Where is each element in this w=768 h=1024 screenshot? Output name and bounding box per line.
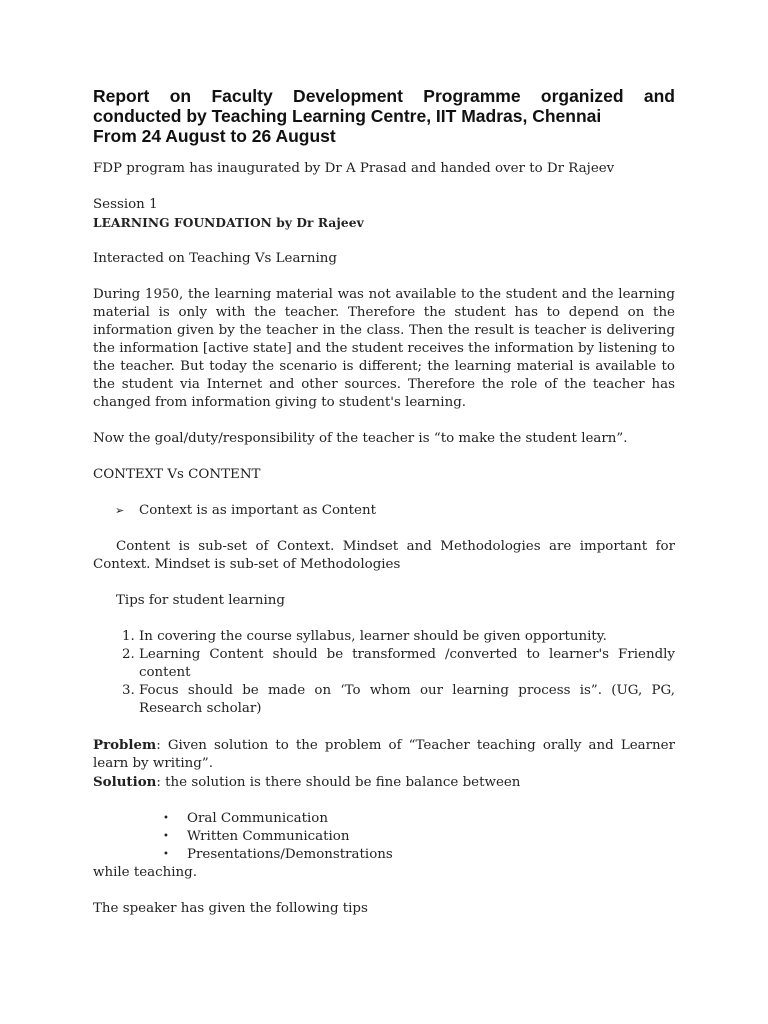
arrow-bullet-icon: ➢ bbox=[115, 504, 125, 517]
communication-list bbox=[163, 810, 675, 864]
list-item bbox=[163, 810, 675, 828]
session-label: Session 1 bbox=[93, 197, 158, 212]
list-item-text: Written Communication bbox=[187, 829, 350, 844]
tip-item: 1. In covering the course syllabus, learner should be given opportunity. bbox=[139, 628, 675, 646]
title-line-1: Report on Faculty Development Programme organized and bbox=[93, 86, 675, 106]
history-paragraph: During 1950, the learning material was not available to the student and the learning material is only with the teacher. Therefore the student has to depend on the information given by the teacher in the class. Then the result is teacher is delivering the information [active state] and the student receives the information by listening to the teacher. But today the scenario is different; the learning material is available to the student via Internet and other sources. Therefore the role of the teacher has changed from information giving to student's learning. bbox=[93, 287, 675, 410]
tips-heading: Tips for student learning bbox=[116, 593, 285, 608]
solution-text: : the solution is there should be fine balance between bbox=[156, 775, 521, 790]
list-item-text: Presentations/Demonstrations bbox=[187, 847, 393, 862]
problem-label: Problem bbox=[93, 737, 157, 753]
tips-list bbox=[93, 628, 675, 718]
title-line-3: From 24 August to 26 August bbox=[93, 126, 336, 146]
bullet-icon: • bbox=[163, 831, 169, 842]
solution-paragraph bbox=[93, 773, 675, 792]
report-title bbox=[93, 86, 675, 146]
session-heading: LEARNING FOUNDATION by Dr Rajeev bbox=[93, 216, 364, 230]
list-item bbox=[163, 828, 675, 846]
content-paragraph: Content is sub-set of Context. Mindset and Methodologies are important for Context. Mindset is sub-set of Methodologies bbox=[93, 539, 675, 572]
interacted-line: Interacted on Teaching Vs Learning bbox=[93, 251, 337, 266]
list-item-text: Oral Communication bbox=[187, 811, 328, 826]
context-heading: CONTEXT Vs CONTENT bbox=[93, 467, 261, 482]
tip-item: 3. Focus should be made on ‘To whom our learning process is”. (UG, PG, Research scholar) bbox=[139, 682, 675, 718]
tip-item: 2. Learning Content should be transformed /converted to learner's Friendly content bbox=[139, 646, 675, 682]
problem-paragraph bbox=[93, 736, 675, 773]
title-line-2: conducted by Teaching Learning Centre, IIT Madras, Chennai bbox=[93, 106, 602, 126]
problem-text: : Given solution to the problem of “Teacher teaching orally and Learner learn by writing”. bbox=[93, 738, 675, 771]
speaker-tips-line: The speaker has given the following tips bbox=[93, 901, 368, 916]
arrow-list-item bbox=[115, 502, 675, 520]
document-page bbox=[93, 86, 675, 918]
bullet-icon: • bbox=[163, 849, 169, 860]
goal-paragraph: Now the goal/duty/responsibility of the teacher is “to make the student learn”. bbox=[93, 431, 628, 446]
bullet-icon: • bbox=[163, 813, 169, 824]
solution-label: Solution bbox=[93, 774, 157, 790]
arrow-item-text: Context is as important as Content bbox=[139, 503, 376, 518]
list-item bbox=[163, 846, 675, 864]
while-teaching-line: while teaching. bbox=[93, 865, 197, 880]
intro-paragraph: FDP program has inaugurated by Dr A Prasad and handed over to Dr Rajeev bbox=[93, 161, 615, 176]
